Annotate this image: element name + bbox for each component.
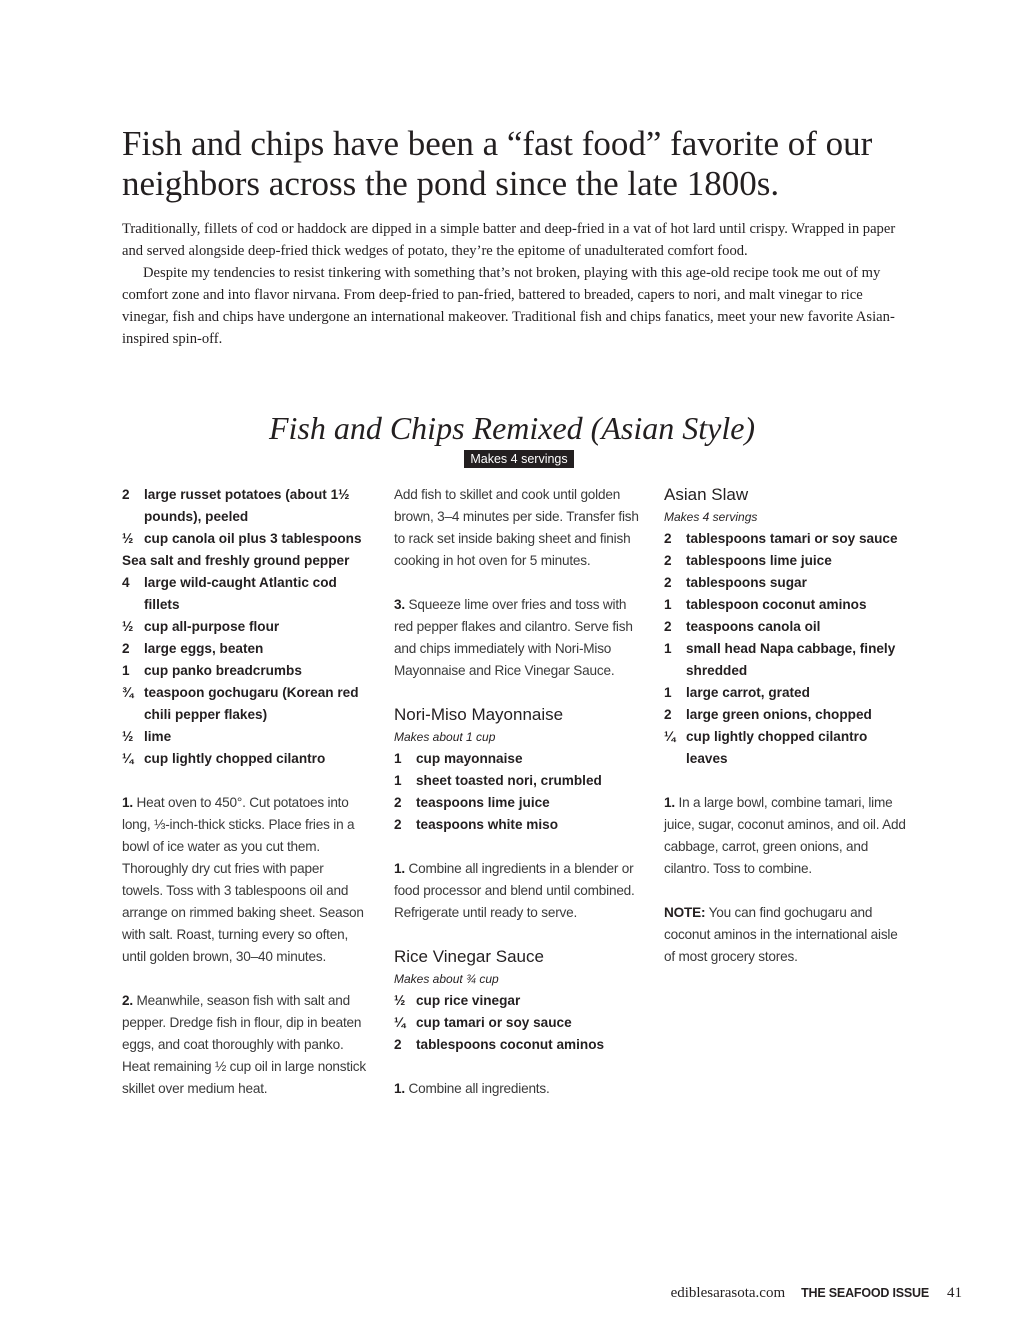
ingredient-text: cup mayonnaise — [416, 751, 523, 766]
step-number: 1. — [122, 795, 133, 810]
ingredient-item — [122, 660, 368, 682]
ingredient-text: teaspoons white miso — [416, 817, 559, 832]
intro-paragraph: Despite my tendencies to resist tinkering with something that’s not broken, playing with this age-old recipe took me out of my comfort zone and into flavor nirvana. From deep-fried to pan-fried, battered to breaded, capers to nori, and malt vinegar to rice vinegar, fish and chips have undergone an international makeover. Traditional fish and chips fanatics, meet your new favorite Asian-inspired spin-off. — [122, 265, 895, 347]
ingredient-quantity: ½ — [394, 993, 406, 1008]
ingredient-item — [664, 572, 910, 594]
recipe-column-2 — [394, 484, 642, 1100]
ingredient-text: lime — [144, 729, 172, 744]
ingredient-quantity: 2 — [664, 531, 672, 546]
recipe-step — [122, 990, 368, 1100]
ingredient-quantity: ¼ — [122, 751, 134, 766]
ingredient-text: cup lightly chopped cilantro — [144, 751, 326, 766]
ingredient-quantity: 2 — [664, 707, 672, 722]
ingredient-text: cup tamari or soy sauce — [416, 1015, 572, 1030]
ingredient-quantity: ½ — [122, 619, 134, 634]
ingredient-item — [122, 682, 368, 726]
ingredient-text: sheet toasted nori, crumbled — [416, 773, 602, 788]
ingredient-quantity: 1 — [664, 685, 672, 700]
ingredient-item — [394, 792, 642, 814]
ingredient-quantity: 2 — [664, 619, 672, 634]
step-text: Combine all ingredients. — [408, 1081, 550, 1096]
ingredient-text: tablespoons tamari or soy sauce — [686, 531, 898, 546]
footer-website: ediblesarasota.com — [670, 1285, 786, 1301]
ingredient-text: large wild-caught Atlantic cod fillets — [144, 575, 337, 612]
ingredient-text: small head Napa cabbage, finely shredded — [686, 641, 896, 678]
ingredient-quantity: 1 — [394, 773, 402, 788]
ingredient-item — [122, 638, 368, 660]
ingredient-item — [394, 1012, 642, 1034]
page-footer — [600, 1284, 962, 1303]
recipe-step — [122, 792, 368, 968]
recipe-note — [664, 902, 910, 968]
ingredient-item — [394, 814, 642, 836]
ingredient-quantity: 1 — [122, 663, 130, 678]
recipe-title: Fish and Chips Remixed (Asian Style) — [268, 410, 756, 446]
ingredient-item — [394, 748, 642, 770]
ingredient-text: cup rice vinegar — [416, 993, 521, 1008]
step-text: Squeeze lime over fries and toss with red pepper flakes and cilantro. Serve fish and chips immediately with Nori-Miso Mayonnaise and Rice Vinegar Sauce. — [394, 597, 633, 678]
ingredient-text: large green onions, chopped — [686, 707, 872, 722]
ingredient-quantity: 1 — [394, 751, 402, 766]
rice-vinegar-ingredient-list — [394, 990, 642, 1056]
ingredient-quantity: 2 — [122, 487, 130, 502]
ingredient-text: Sea salt and freshly ground pepper — [122, 553, 350, 568]
ingredient-quantity: 1 — [664, 597, 672, 612]
ingredient-item — [664, 638, 910, 682]
ingredient-quantity: ½ — [122, 729, 134, 744]
step-number: 2. — [122, 993, 133, 1008]
ingredient-quantity: ½ — [122, 531, 134, 546]
ingredient-item — [122, 550, 368, 572]
ingredient-item — [394, 770, 642, 792]
page-number: 41 — [947, 1285, 962, 1301]
ingredient-item — [664, 704, 910, 726]
ingredient-quantity: 2 — [664, 575, 672, 590]
ingredient-item — [122, 484, 368, 528]
ingredient-quantity: 2 — [122, 641, 130, 656]
recipe-step-continued — [394, 484, 642, 572]
ingredient-text: large russet potatoes (about 1½ pounds), peeled — [144, 487, 350, 524]
ingredient-text: teaspoons canola oil — [686, 619, 821, 634]
ingredient-item — [664, 594, 910, 616]
ingredient-quantity: 2 — [394, 1037, 402, 1052]
ingredient-quantity: ¼ — [664, 729, 676, 744]
ingredient-item — [122, 616, 368, 638]
ingredient-quantity: 2 — [394, 795, 402, 810]
asian-slaw-ingredient-list — [664, 528, 910, 770]
nori-miso-title: Nori-Miso Mayonnaise — [394, 705, 564, 724]
footer-issue-name: THE SEAFOOD ISSUE — [801, 1286, 929, 1300]
ingredient-quantity: 4 — [122, 575, 130, 590]
recipe-step — [394, 1078, 642, 1100]
ingredient-item — [664, 726, 910, 770]
rice-vinegar-title: Rice Vinegar Sauce — [394, 947, 544, 966]
ingredient-text: cup canola oil plus 3 tablespoons — [144, 531, 362, 546]
step-text: In a large bowl, combine tamari, lime juice, sugar, coconut aminos, and oil. Add cabbage, carrot, green onions, and cilantro. Toss to combine. — [664, 795, 906, 876]
ingredient-text: large carrot, grated — [686, 685, 810, 700]
ingredient-quantity: 2 — [664, 553, 672, 568]
ingredient-text: cup all-purpose flour — [144, 619, 280, 634]
ingredient-text: cup panko breadcrumbs — [144, 663, 302, 678]
asian-slaw-title: Asian Slaw — [664, 485, 749, 504]
ingredient-quantity: ¾ — [122, 685, 134, 700]
ingredient-item — [122, 726, 368, 748]
ingredient-item — [664, 616, 910, 638]
ingredient-text: tablespoons sugar — [686, 575, 807, 590]
ingredient-item — [122, 748, 368, 770]
step-number: 1. — [394, 1081, 405, 1096]
step-number: 1. — [394, 861, 405, 876]
ingredient-quantity: 2 — [394, 817, 402, 832]
nori-miso-ingredient-list — [394, 748, 642, 836]
ingredient-text: large eggs, beaten — [144, 641, 264, 656]
step-text: Heat oven to 450°. Cut potatoes into long, ⅓-inch-thick sticks. Place fries in a bowl of ice water as you cut them. Thoroughly dry cut fries with paper towels. Toss with 3 tablespoons oil and arrange on rimmed baking sheet. Season with salt. Roast, turning every so often, until golden brown, 30–40 minutes. — [122, 795, 364, 964]
ingredient-text: tablespoons lime juice — [686, 553, 832, 568]
intro-paragraph: Traditionally, fillets of cod or haddock are dipped in a simple batter and deep-fried in a vat of hot lard until crispy. Wrapped in paper and served alongside deep-fried thick wedges of potato, they’re the epitome of unadulterated comfort food. — [122, 221, 896, 259]
ingredient-text: tablespoons coconut aminos — [416, 1037, 605, 1052]
ingredient-item — [664, 550, 910, 572]
article-headline: Fish and chips have been a “fast food” favorite of our neighbors across the pond since the late 1800s. — [122, 124, 873, 203]
ingredient-item — [122, 572, 368, 616]
ingredient-quantity: ¼ — [394, 1015, 406, 1030]
ingredient-item — [664, 682, 910, 704]
rice-vinegar-yield: Makes about ¾ cup — [394, 972, 499, 986]
recipe-step — [394, 858, 642, 924]
recipe-column-3 — [664, 484, 910, 968]
ingredient-text: teaspoons lime juice — [416, 795, 550, 810]
main-ingredient-list — [122, 484, 368, 770]
recipe-step — [394, 594, 642, 682]
note-label: NOTE: — [664, 905, 706, 920]
ingredient-item — [664, 528, 910, 550]
step-text: Combine all ingredients in a blender or food processor and blend until combined. Refrigerate until ready to serve. — [394, 861, 635, 920]
article-intro — [122, 218, 912, 350]
ingredient-quantity: 1 — [664, 641, 672, 656]
ingredient-text: tablespoon coconut aminos — [686, 597, 867, 612]
recipe-step — [664, 792, 910, 880]
servings-badge: Makes 4 servings — [464, 450, 574, 468]
ingredient-text: teaspoon gochugaru (Korean red chili pepper flakes) — [144, 685, 359, 722]
step-number: 3. — [394, 597, 405, 612]
step-text: Add fish to skillet and cook until golden brown, 3–4 minutes per side. Transfer fish to rack set inside baking sheet and finish cooking in hot oven for 5 minutes. — [394, 487, 639, 568]
step-number: 1. — [664, 795, 675, 810]
step-text: Meanwhile, season fish with salt and pepper. Dredge fish in flour, dip in beaten eggs, and coat thoroughly with panko. Heat remaining ½ cup oil in large nonstick skillet over medium heat. — [122, 993, 366, 1096]
recipe-column-1 — [122, 484, 368, 1100]
ingredient-item — [122, 528, 368, 550]
nori-miso-yield: Makes about 1 cup — [394, 730, 496, 744]
ingredient-item — [394, 1034, 642, 1056]
ingredient-item — [394, 990, 642, 1012]
note-text: You can find gochugaru and coconut aminos in the international aisle of most grocery stores. — [664, 905, 898, 964]
ingredient-text: cup lightly chopped cilantro leaves — [686, 729, 868, 766]
asian-slaw-yield: Makes 4 servings — [664, 510, 758, 524]
